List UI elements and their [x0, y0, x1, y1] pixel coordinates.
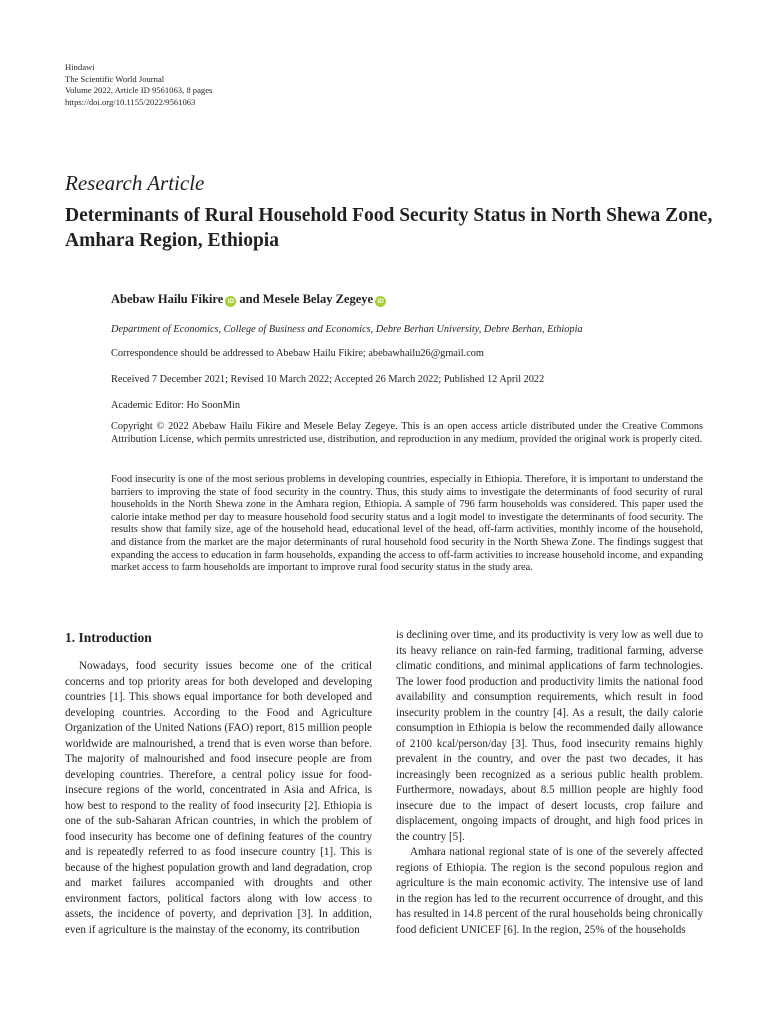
abstract: Food insecurity is one of the most serious problems in developing countries, especially in Ethiopia. Therefore, it is important to understand the barriers to improving the state of food security in the country. Thus, this study aims to investigate the determinants of food security of rural households in the North Shewa zone in the Amhara region, Ethiopia. A sample of 796 farm households was considered. This paper used the calorie intake method per day to measure household food security status and a logit model to investigate the determinants of food security. The results show that family size, age of the household head, educational level of the head, off-farm activities, monthly income of the household, and distance from the market are the major determinants of rural household food security in the North Shewa Zone. The findings suggest that expanding the access to education in farm households, expanding the access to off-farm activities to increase household income, and expanding market access to farm households are important to improve rural food security status in the study area.	[111, 474, 703, 574]
article-title: Determinants of Rural Household Food Security Status in North Shewa Zone, Amhara Region, Ethiopia	[65, 205, 713, 251]
body-paragraph: is declining over time, and its productivity is very low as well due to its heavy reliance on rain-fed farming, traditional farming, adverse climatic conditions, and minimal applications of farm technologies. The lower food production and productivity limits the national food availability and consumption requirements, which result in food insecurity problem in the country [4]. As a result, the daily calorie consumption in Ethiopia is below the recommended daily allowance of 2100 kcal/person/day [3]. Thus, food insecurity remains highly prevalent in the country, and over the past two decades, it has increasingly been recognized as a serious public health problem. Furthermore, nowadays, about 8.5 million people are highly food insecure due to the impact of desert locusts, crop failure and displacement, ongoing impacts of drought, and high food prices in the country [5].	[396, 629, 703, 843]
academic-editor: Academic Editor: Ho SoonMin	[111, 400, 240, 411]
doi-link[interactable]: https://doi.org/10.1155/2022/9561063	[65, 96, 196, 107]
body-column-right	[396, 628, 703, 938]
body-paragraph: Nowadays, food security issues become one of the critical concerns and top priority areas for both developed and developing countries [1]. This shows equal importance for both developed and developing countries. According to the Food and Agriculture Organization of the United Nations (FAO) report, 815 million people worldwide are malnourished, a trend that is even worse than before. The majority of malnourished and food insecure people are from developing countries. Therefore, a central policy issue for food-insecure regions of the world, concentrated in Asia and Africa, is how best to respond to the reality of food insecurity [2]. Ethiopia is one of the sub-Saharan African countries, in which the problem of food insecurity has become one of defining features of the country and is repeatedly referred to as food insecure country [1]. This is because of the highest population growth and land degradation, crop and market failures accompanied with droughts and other environment factors, political factors along with low access to assets, the incidence of poverty, and deprivation [3]. In addition, even if agriculture is the mainstay of the economy, its contribution	[65, 660, 372, 936]
copyright-notice: Copyright © 2022 Abebaw Hailu Fikire and Mesele Belay Zegeye. This is an open access article distributed under the Creative Commons Attribution License, which permits unrestricted use, distribution, and reproduction in any medium, provided the original work is properly cited.	[111, 421, 703, 445]
author-name: Mesele Belay Zegeye	[262, 292, 374, 306]
orcid-icon[interactable]: iD	[225, 296, 236, 307]
affiliation: Department of Economics, College of Business and Economics, Debre Berhan University, Debre Berhan, Ethiopia	[111, 324, 583, 335]
author-list	[111, 292, 386, 307]
publication-dates: Received 7 December 2021; Revised 10 March 2022; Accepted 26 March 2022; Published 12 April 2022	[111, 374, 545, 385]
body-column-left	[65, 659, 372, 938]
journal-info	[65, 62, 212, 108]
correspondence: Correspondence should be addressed to Abebaw Hailu Fikire; abebawhailu26@gmail.com	[111, 348, 484, 359]
publisher-name: Hindawi	[65, 62, 95, 72]
author-name: Abebaw Hailu Fikire	[111, 292, 224, 306]
article-type: Research Article	[65, 171, 205, 195]
body-paragraph: Amhara national regional state of is one of the severely affected regions of Ethiopia. The region is the second populous region and agriculture is the main economic activity. The intensive use of land in the region has led to the recurrent occurrence of drought, and this has resulted in 14.8 percent of the rural households being chronically food deficient UNICEF [6]. In the region, 25% of the households	[396, 846, 703, 936]
volume-info: Volume 2022, Article ID 9561063, 8 pages	[65, 85, 213, 95]
author-conjunction: and	[239, 292, 260, 306]
section-heading-introduction: 1. Introduction	[65, 630, 152, 645]
orcid-icon[interactable]: iD	[375, 296, 386, 307]
journal-name: The Scientific World Journal	[65, 73, 165, 84]
